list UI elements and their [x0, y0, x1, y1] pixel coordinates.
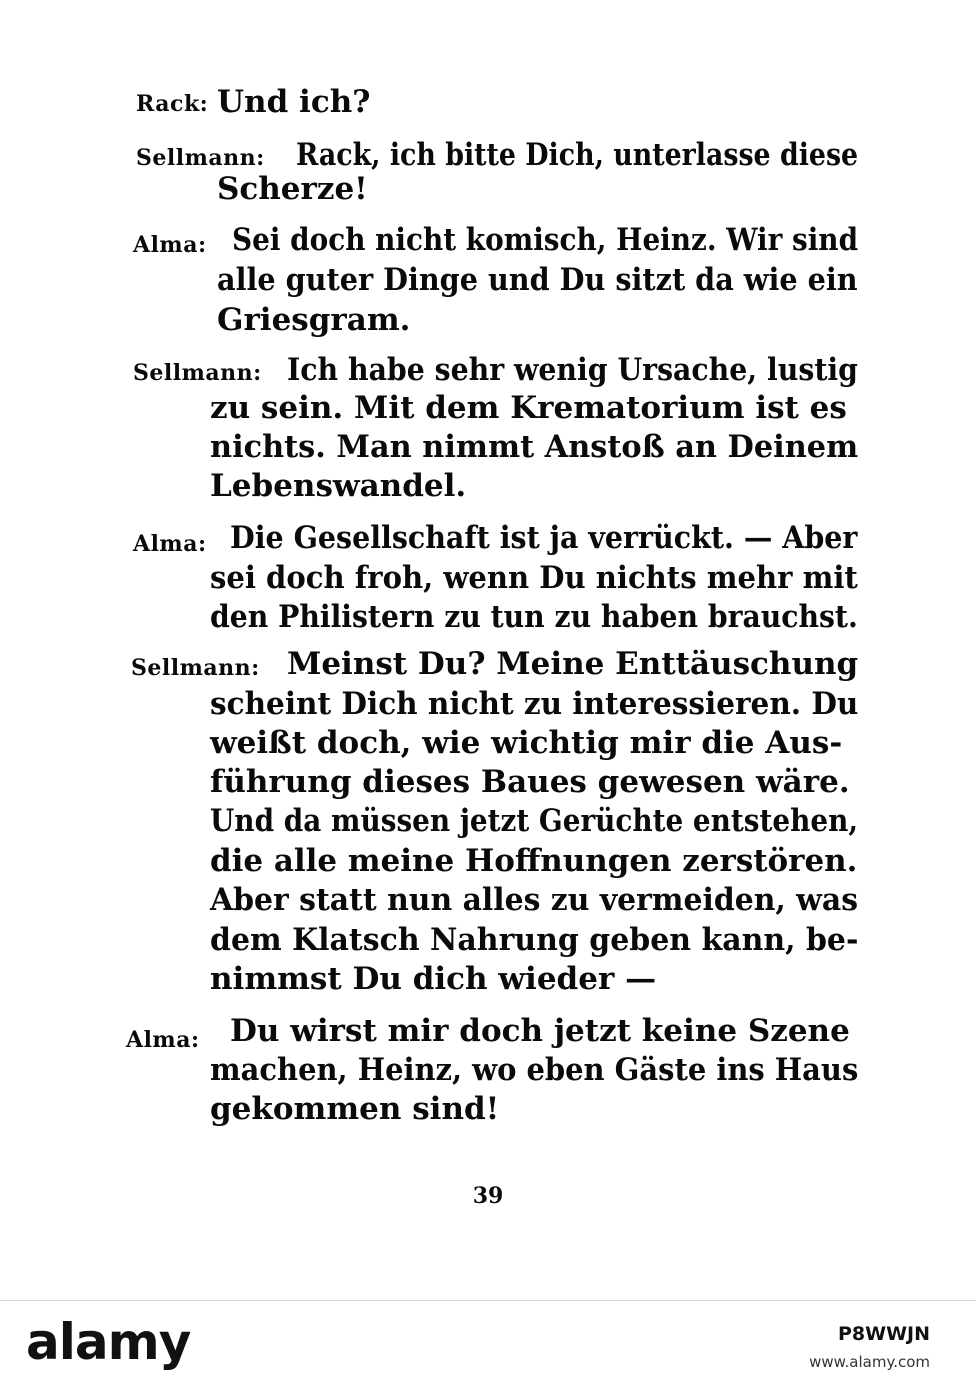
speaker-label: Alma: — [126, 1027, 200, 1053]
dialogue-line: Ich habe sehr wenig Ursache, lustig — [287, 352, 859, 388]
dialogue-line: Und da müssen jetzt Gerüchte entstehen, — [210, 803, 859, 839]
dialogue-line: Griesgram. — [217, 302, 411, 338]
dialogue-line: machen, Heinz, wo eben Gäste ins Haus — [210, 1052, 859, 1088]
dialogue-line: Lebenswandel. — [210, 468, 467, 504]
speaker-label: Sellmann: — [133, 360, 262, 386]
dialogue-line: Scherze! — [217, 171, 368, 207]
dialogue-line: Die Gesellschaft ist ja verrückt. — Aber — [230, 520, 858, 556]
dialogue-line: Meinst Du? Meine Enttäuschung — [287, 646, 859, 682]
dialogue-line: zu sein. Mit dem Krematorium ist es — [210, 390, 847, 426]
page-number: 39 — [472, 1183, 504, 1209]
dialogue-line: Rack, ich bitte Dich, unterlasse diese — [296, 137, 859, 173]
speaker-label: Rack: — [136, 91, 209, 117]
dialogue-line: die alle meine Hoffnungen zerstören. — [210, 843, 858, 879]
speaker-label: Alma: — [133, 531, 207, 557]
dialogue-line: Und ich? — [217, 84, 371, 120]
dialogue-line: sei doch froh, wenn Du nichts mehr mit — [210, 560, 858, 596]
dialogue-line: nichts. Man nimmt Anstoß an Deinem — [210, 429, 859, 465]
speaker-label: Sellmann: — [136, 145, 265, 171]
source-url: www.alamy.com — [809, 1353, 930, 1371]
dialogue-line: Sei doch nicht komisch, Heinz. Wir sind — [232, 222, 859, 258]
speaker-label: Alma: — [133, 232, 207, 258]
watermark-footer — [0, 1300, 976, 1391]
image-id: P8WWJN — [837, 1323, 930, 1345]
dialogue-line: den Philistern zu tun zu haben brauchst. — [210, 599, 858, 635]
alamy-logo: alamy — [26, 1313, 191, 1371]
dialogue-line: gekommen sind! — [210, 1091, 500, 1127]
dialogue-line: weißt doch, wie wichtig mir die Aus- — [210, 725, 843, 761]
dialogue-line: alle guter Dinge und Du sitzt da wie ein — [217, 262, 858, 298]
dialogue-line: scheint Dich nicht zu interessieren. Du — [210, 686, 859, 722]
dialogue-line: Aber statt nun alles zu vermeiden, was — [210, 882, 859, 918]
speaker-label: Sellmann: — [131, 655, 260, 681]
dialogue-line: führung dieses Baues gewesen wäre. — [210, 764, 850, 800]
dialogue-line: nimmst Du dich wieder — — [210, 961, 657, 997]
dialogue-line: dem Klatsch Nahrung geben kann, be- — [210, 922, 859, 958]
dialogue-line: Du wirst mir doch jetzt keine Szene — [230, 1013, 850, 1049]
